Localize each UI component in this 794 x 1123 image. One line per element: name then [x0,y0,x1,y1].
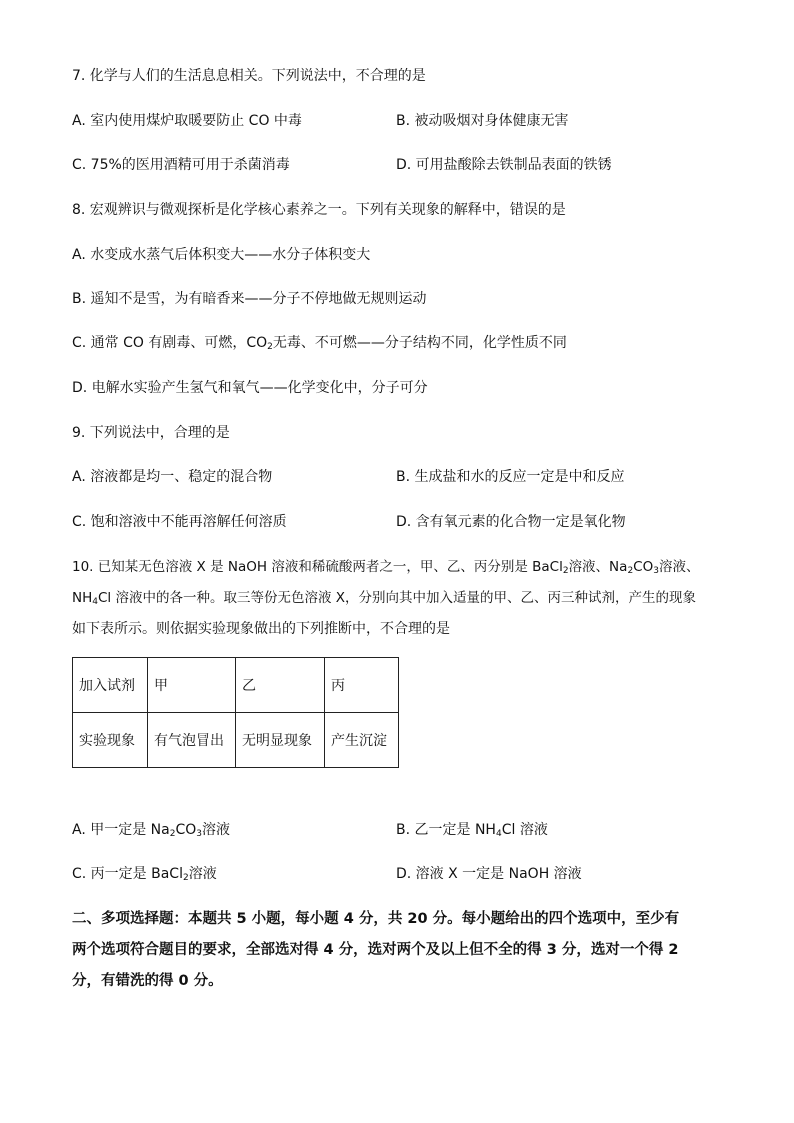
table-cell: 乙 [236,658,325,713]
q7-option-a: A. 室内使用煤炉取暖要防止 CO 中毒 [72,113,302,129]
table-cell: 甲 [148,658,236,713]
q9-option-b: B. 生成盐和水的反应一定是中和反应 [396,469,625,485]
q7-option-b: B. 被动吸烟对身体健康无害 [396,113,569,129]
table-cell: 实验现象 [73,713,148,768]
table-cell: 加入试剂 [73,658,148,713]
table-row [73,658,399,713]
q10-option-d: D. 溶液 X 一定是 NaOH 溶液 [396,866,582,882]
q8-option-c: C. 通常 CO 有剧毒、可燃，$CO_2$无毒、不可燃——分子结构不同，化学性质不同 [72,335,567,352]
q7-option-c: C. 75%的医用酒精可用于杀菌消毒 [72,157,290,173]
q7-option-d: D. 可用盐酸除去铁制品表面的铁锈 [396,157,612,173]
q10-stem-line-1: 10. 已知某无色溶液 X 是 NaOH 溶液和稀硫酸两者之一，甲、乙、丙分别是 BaCl$_2$溶液、$Na_2CO_3$溶液、 [72,559,700,576]
table-row [73,713,399,768]
q10-option-c: C. 丙一定是 BaCl$_2$溶液 [72,866,217,883]
table-cell: 产生沉淀 [325,713,399,768]
q9-option-d: D. 含有氧元素的化合物一定是氧化物 [396,514,626,530]
q10-stem-line-2: $NH_4Cl$ 溶液中的各一种。取三等份无色溶液 X，分别向其中加入适量的甲、乙、丙三种试剂，产生的现象 [72,590,696,607]
q8-option-d: D. 电解水实验产生氢气和氧气——化学变化中，分子可分 [72,380,428,396]
q10-stem-line-3: 如下表所示。则依据实验现象做出的下列推断中，不合理的是 [72,621,450,637]
section-2-instructions-line-3: 分，有错洗的得 0 分。 [72,973,223,989]
q10-option-b: B. 乙一定是 $NH_4Cl$ 溶液 [396,822,548,839]
q10-option-a: A. 甲一定是 $Na_2CO_3$溶液 [72,822,230,839]
q8-option-a: A. 水变成水蒸气后体积变大——水分子体积变大 [72,247,371,263]
table-cell: 无明显现象 [236,713,325,768]
q7-stem: 7. 化学与人们的生活息息相关。下列说法中，不合理的是 [72,68,426,84]
q9-option-c: C. 饱和溶液中不能再溶解任何溶质 [72,514,287,530]
q8-stem: 8. 宏观辨识与微观探析是化学核心素养之一。下列有关现象的解释中，错误的是 [72,202,566,218]
q9-stem: 9. 下列说法中，合理的是 [72,425,230,441]
q8-option-b: B. 遥知不是雪，为有暗香来——分子不停地做无规则运动 [72,291,427,307]
section-2-instructions-line-2: 两个选项符合题目的要求，全部选对得 4 分，选对两个及以上但不全的得 3 分，选对一个得 2 [72,942,679,958]
section-2-instructions-line-1: 二、多项选择题：本题共 5 小题，每小题 4 分，共 20 分。每小题给出的四个选项中，至少有 [72,911,680,927]
table-cell: 有气泡冒出 [148,713,236,768]
table-cell: 丙 [325,658,399,713]
q9-option-a: A. 溶液都是均一、稳定的混合物 [72,469,273,485]
observation-table [72,657,399,768]
